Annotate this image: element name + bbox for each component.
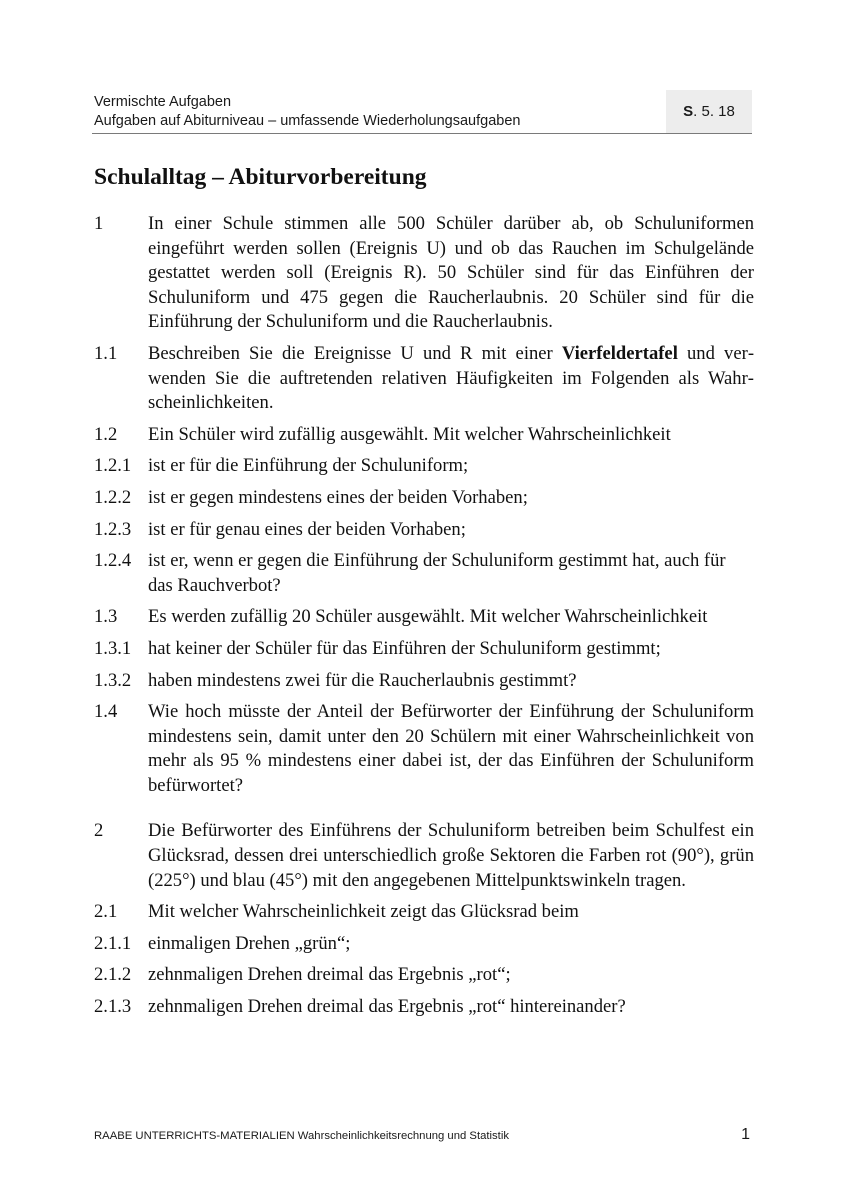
task-number: 1.3.2 — [94, 669, 132, 691]
badge-prefix: S — [683, 103, 694, 120]
task-number: 1.2.1 — [94, 455, 132, 477]
task-text: ist er, wenn er gegen die Einführung der Schuluniform gestimmt hat, auch für das Rauchverbot? — [148, 550, 726, 596]
header-divider — [92, 133, 666, 134]
task-list — [94, 212, 754, 1027]
task-text: Die Befürworter des Einführens der Schuluniform betreiben beim Schulfest ein Glücksrad, dessen drei unterschiedlich große Sektoren die Farben rot (90°), grün (225°) und blau (45°) mit den angegebenen Mittelpunktswinkeln tragen. — [148, 820, 754, 891]
task-item — [94, 518, 754, 543]
header-section-title: Vermischte Aufgaben — [94, 94, 232, 110]
header-subtitle: Aufgaben auf Abiturniveau – umfassende Wiederholungsaufgaben — [94, 113, 521, 129]
task-number: 1.2 — [94, 423, 118, 445]
task-text-part: Beschreiben Sie die Ereignisse U und R mit einer — [148, 342, 562, 364]
header-text — [94, 93, 520, 131]
task-number: 1 — [94, 213, 104, 234]
page-header — [92, 93, 752, 133]
keyword-vierfeldertafel: Vierfeldertafel — [561, 342, 678, 364]
task-text: haben mindestens zwei für die Raucherlaubnis gestimmt? — [148, 669, 577, 691]
page-number: 1 — [741, 1126, 750, 1143]
task-item — [94, 819, 754, 893]
task-text: In einer Schule stimmen alle 500 Schüler darüber ab, ob Schuluniformen eingeführt werden sollen (Ereignis U) und ob das Rauchen im Schulgelände gestattet werden soll (Ereignis R). 50 Schüler sind für das Einführen der Schuluniform und 475 gegen die Raucherlaubnis. 20 Schüler sind für die Einführung der Schuluniform und die Raucherlaubnis. — [148, 213, 754, 333]
task-item — [94, 486, 754, 511]
task-item — [94, 423, 754, 448]
task-number: 2.1 — [94, 901, 118, 923]
task-text: Ein Schüler wird zufällig ausgewählt. Mit welcher Wahrscheinlichkeit — [148, 423, 671, 445]
task-item — [94, 995, 754, 1020]
task-text: ist er für genau eines der beiden Vorhaben; — [148, 518, 466, 540]
badge-number: . 5. 18 — [693, 103, 735, 120]
task-number: 2.1.1 — [94, 932, 132, 954]
task-item — [94, 212, 754, 335]
task-number: 1.3.1 — [94, 637, 132, 659]
footer-publisher: RAABE UNTERRICHTS-MATERIALIEN Wahrscheinlichkeitsrechnung und Statistik — [94, 1130, 509, 1142]
task-text: zehnmaligen Drehen dreimal das Ergebnis „rot“; — [148, 964, 511, 986]
task-number: 1.4 — [94, 701, 118, 723]
page-title: Schulalltag – Abiturvorbereitung — [94, 164, 427, 190]
task-number: 1.2.4 — [94, 550, 132, 572]
task-number: 1.2.3 — [94, 518, 132, 540]
task-item — [94, 454, 754, 479]
task-text: Wie hoch müsste der Anteil der Befürworter der Einführung der Schuluniform mindestens sein, damit unter den 20 Schülern mit einer Wahrscheinlichkeit von mehr als 95 % mindestens einer dabei ist, der das Einführen der Schuluniform befürwortet? — [148, 701, 754, 796]
task-text — [148, 342, 754, 416]
task-item — [94, 669, 754, 694]
task-number: 2.1.2 — [94, 964, 132, 986]
task-text: einmaligen Drehen „grün“; — [148, 932, 351, 954]
section-badge — [666, 90, 752, 134]
task-item — [94, 700, 754, 798]
task-item — [94, 932, 754, 957]
task-number: 1.3 — [94, 606, 118, 628]
task-item — [94, 637, 754, 662]
task-text: ist er gegen mindestens eines der beiden Vorhaben; — [148, 486, 528, 508]
task-text: ist er für die Einführung der Schuluniform; — [148, 455, 469, 477]
task-item — [94, 605, 754, 630]
task-item — [94, 900, 754, 925]
task-text: Mit welcher Wahrscheinlichkeit zeigt das Glücksrad beim — [148, 901, 579, 923]
task-number: 2 — [94, 820, 104, 842]
task-item — [94, 549, 754, 598]
task-text: zehnmaligen Drehen dreimal das Ergebnis „rot“ hintereinander? — [148, 996, 626, 1018]
task-number: 1.1 — [94, 342, 118, 364]
task-number: 1.2.2 — [94, 486, 132, 508]
task-item — [94, 342, 754, 416]
task-item — [94, 963, 754, 988]
task-text-part: und verwenden Sie die auftretenden relativen Häufigkeiten im Folgenden als Wahrscheinlichkeiten. — [148, 342, 755, 414]
page-footer — [94, 1126, 750, 1143]
task-text: Es werden zufällig 20 Schüler ausgewählt. Mit welcher Wahrscheinlichkeit — [148, 606, 708, 628]
task-number: 2.1.3 — [94, 996, 132, 1018]
task-text: hat keiner der Schüler für das Einführen der Schuluniform gestimmt; — [148, 637, 661, 659]
